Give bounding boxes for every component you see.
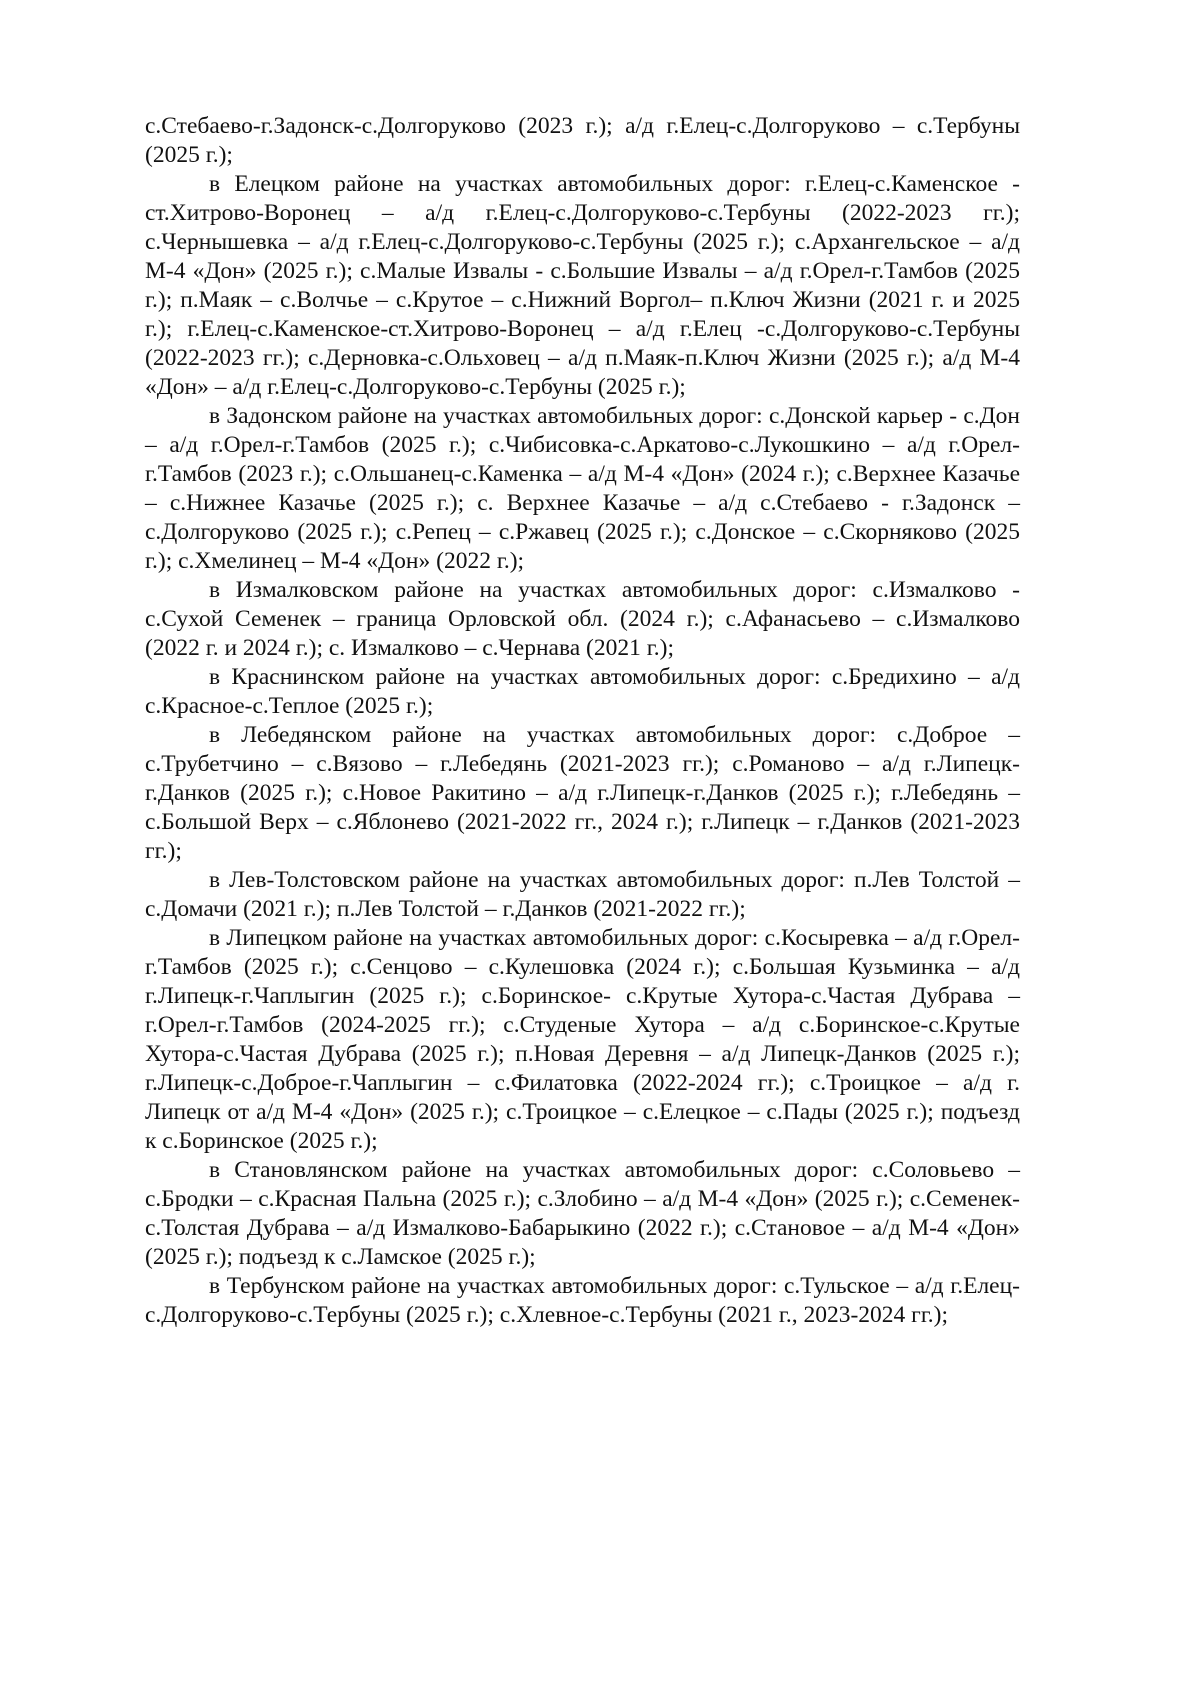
paragraph-stanovoye-district: в Становлянском районе на участках автомобильных дорог: с.Соловьево – с.Бродки – с.Красная Пальна (2025 г.); с.Злобино – а/д М-4 «Дон» (2025 г.); с.Семенек-с.Толстая Дубрава – а/д Измалково-Бабарыкино (2022 г.); с.Становое – а/д М-4 «Дон» (2025 г.); подъезд к с.Ламское (2025 г.); [145, 1157, 1020, 1270]
paragraph-lebedyan-district: в Лебедянском районе на участках автомобильных дорог: с.Доброе – с.Трубетчино – с.Вязово – г.Лебедянь (2021-2023 гг.); с.Романово – а/д г.Липецк-г.Данков (2025 г.); с.Новое Ракитино – а/д г.Липецк-г.Данков (2025 г.); г.Лебедянь – с.Большой Верх – с.Яблонево (2021-2022 гг., 2024 г.); г.Липецк – г.Данков (2021-2023 гг.); [145, 722, 1020, 864]
paragraph-zadonsk-district: в Задонском районе на участках автомобильных дорог: с.Донской карьер - с.Дон – а/д г.Орел-г.Тамбов (2025 г.); с.Чибисовка-с.Аркатово-с.Лукошкино – а/д г.Орел-г.Тамбов (2023 г.); с.Ольшанец-с.Каменка – а/д М-4 «Дон» (2024 г.); с.Верхнее Казачье – с.Нижнее Казачье (2025 г.); с. Верхнее Казачье – а/д с.Стебаево - г.Задонск – с.Долгоруково (2025 г.); с.Репец – с.Ржавец (2025 г.); с.Донское – с.Скорняково (2025 г.); с.Хмелинец – М-4 «Дон» (2022 г.); [145, 403, 1020, 574]
paragraph-krasnoye-district: в Краснинском районе на участках автомобильных дорог: с.Бредихино – а/д с.Красное-с.Теплое (2025 г.); [145, 664, 1020, 719]
document-page [145, 112, 1020, 1330]
paragraph-continuation: с.Стебаево-г.Задонск-с.Долгоруково (2023 г.); а/д г.Елец-с.Долгоруково – с.Тербуны (2025 г.); [145, 113, 1020, 168]
paragraph-izmalkovo-district: в Измалковском районе на участках автомобильных дорог: с.Измалково - с.Сухой Семенек – граница Орловской обл. (2024 г.); с.Афанасьево – с.Измалково (2022 г. и 2024 г.); с. Измалково – с.Чернава (2021 г.); [145, 577, 1020, 661]
paragraph-terbuny-district: в Тербунском районе на участках автомобильных дорог: с.Тульское – а/д г.Елец-с.Долгоруково-с.Тербуны (2025 г.); с.Хлевное-с.Тербуны (2021 г., 2023-2024 гг.); [145, 1273, 1020, 1328]
paragraph-yelets-district: в Елецком районе на участках автомобильных дорог: г.Елец-с.Каменское - ст.Хитрово-Воронец – а/д г.Елец-с.Долгоруково-с.Тербуны (2022-2023 гг.); с.Чернышевка – а/д г.Елец-с.Долгоруково-с.Тербуны (2025 г.); с.Архангельское – а/д М-4 «Дон» (2025 г.); с.Малые Извалы - с.Большие Извалы – а/д г.Орел-г.Тамбов (2025 г.); п.Маяк – с.Волчье – с.Крутое – с.Нижний Воргол– п.Ключ Жизни (2021 г. и 2025 г.); г.Елец-с.Каменское-ст.Хитрово-Воронец – а/д г.Елец -с.Долгоруково-с.Тербуны (2022-2023 гг.); с.Дерновка-с.Ольховец – а/д п.Маяк-п.Ключ Жизни (2025 г.); а/д М-4 «Дон» – а/д г.Елец-с.Долгоруково-с.Тербуны (2025 г.); [145, 171, 1020, 400]
paragraph-lev-tolstoy-district: в Лев-Толстовском районе на участках автомобильных дорог: п.Лев Толстой – с.Домачи (2021 г.); п.Лев Толстой – г.Данков (2021-2022 гг.); [145, 867, 1020, 922]
paragraph-lipetsk-district: в Липецком районе на участках автомобильных дорог: с.Косыревка – а/д г.Орел-г.Тамбов (2025 г.); с.Сенцово – с.Кулешовка (2024 г.); с.Большая Кузьминка – а/д г.Липецк-г.Чаплыгин (2025 г.); с.Боринское- с.Крутые Хутора-с.Частая Дубрава – г.Орел-г.Тамбов (2024-2025 гг.); с.Студеные Хутора – а/д с.Боринское-с.Крутые Хутора-с.Частая Дубрава (2025 г.); п.Новая Деревня – а/д Липецк-Данков (2025 г.); г.Липецк-с.Доброе-г.Чаплыгин – с.Филатовка (2022-2024 гг.); с.Троицкое – а/д г. Липецк от а/д М-4 «Дон» (2025 г.); с.Троицкое – с.Елецкое – с.Пады (2025 г.); подъезд к с.Боринское (2025 г.); [145, 925, 1020, 1154]
